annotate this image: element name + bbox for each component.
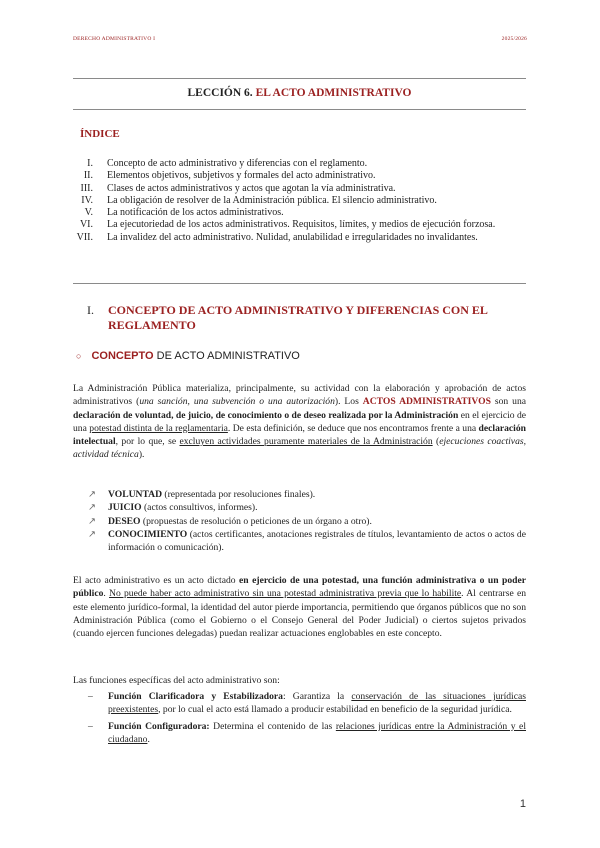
list-item-term: Función Configuradora: xyxy=(108,720,210,732)
text-run: ). Los xyxy=(334,396,363,408)
list-item-term: CONOCIMIENTO xyxy=(108,528,188,540)
text-run: . xyxy=(103,588,110,600)
text-run-underlined: No puede haber acto administrativo sin una potestad administrativa previa que lo habilite xyxy=(109,588,462,600)
arrow-bullet-icon: ↗ xyxy=(88,502,97,514)
list-item xyxy=(88,720,526,747)
arrow-bullet-icon: ↗ xyxy=(88,489,97,500)
list-item xyxy=(88,501,526,514)
list-item-text xyxy=(108,720,526,747)
paragraph-potestad xyxy=(73,574,526,640)
index-item-number: VI. xyxy=(79,219,93,231)
subsection-rest: DE ACTO ADMINISTRATIVO xyxy=(153,350,300,362)
text-run-italic: una sanción, una subvención o una autorización xyxy=(139,396,335,408)
list-item xyxy=(88,515,526,528)
index-bottom-rule xyxy=(73,283,526,284)
text-run: El acto administrativo es un acto dictado xyxy=(73,575,240,586)
dash-bullet-icon: – xyxy=(88,691,93,702)
text-run: La Administración Pública materializa, principalmente, su actividad con la elaboración y aprobación de actos administrativos ( xyxy=(73,383,526,408)
list-item xyxy=(88,488,526,501)
text-run-bold: declaración de voluntad, de juicio, de conocimiento o de deseo realizada por la Administración xyxy=(73,409,459,421)
index-item-text: La obligación de resolver de la Administración pública. El silencio administrativo. xyxy=(107,194,437,206)
index-item xyxy=(73,158,533,170)
section-number: I. xyxy=(87,303,94,317)
index-item-text: La ejecutoriedad de los actos administrativos. Requisitos, límites, y medios de ejecución forzosa. xyxy=(107,219,496,231)
list-item-term: Función Clarificadora y Estabilizadora xyxy=(108,691,283,702)
text-run: . Al centrarse en este elemento jurídico-formal, la identidad del autor pierde importancia, permitiendo que órganos públicos que no son Administración Pública (como el Gobierno o el Consejo General del Poder Judicial) o ciertos sujetos privados (cuando ejercen funciones delegadas) puedan realizar actuaciones englobables en este concepto. xyxy=(73,588,526,640)
index-item-number: VII. xyxy=(76,231,93,243)
text-run-underlined: conservación de las situaciones jurídicas preexistentes xyxy=(108,691,526,716)
index-item-text: Clases de actos administrativos y actos que agotan la vía administrativa. xyxy=(107,182,396,194)
circle-bullet-icon: ○ xyxy=(76,351,82,361)
paragraph-functions-intro: Las funciones específicas del acto administrativo son: xyxy=(73,675,280,686)
subsection-highlight: CONCEPTO xyxy=(91,350,154,362)
text-run-highlight: ACTOS ADMINISTRATIVOS xyxy=(362,396,491,408)
index-item xyxy=(73,183,533,195)
text-run: , por lo cual el acto está llamado a producir estabilidad en beneficio de la seguridad jurídica. xyxy=(158,704,512,716)
text-run: : Garantiza la xyxy=(282,691,352,702)
list-item-term: VOLUNTAD xyxy=(108,489,162,500)
list-item xyxy=(88,528,526,555)
text-run: en el ejercicio de una xyxy=(73,409,526,434)
text-run-bold: en ejercicio de una potestad, una función administrativa o un poder público xyxy=(73,575,526,600)
text-run-underlined: excluyen actividades puramente materiales de la Administración xyxy=(179,436,433,448)
title-top-rule xyxy=(73,78,526,79)
index-list xyxy=(73,158,533,244)
title-main: EL ACTO ADMINISTRATIVO xyxy=(255,87,412,99)
text-run: Determina el contenido de las xyxy=(209,720,336,732)
section-heading xyxy=(73,303,528,333)
index-heading: ÍNDICE xyxy=(80,128,120,140)
index-item xyxy=(73,232,533,244)
title-bottom-rule xyxy=(73,109,526,110)
functions-list xyxy=(88,690,526,749)
index-item-text: Elementos objetivos, subjetivos y formales del acto administrativo. xyxy=(107,170,376,182)
subsection-heading xyxy=(76,350,300,362)
list-item-text xyxy=(108,488,526,501)
index-item-text: Concepto de acto administrativo y diferencias con el reglamento. xyxy=(107,158,368,169)
list-item xyxy=(88,690,526,717)
list-item-text xyxy=(108,690,526,717)
list-item-text xyxy=(108,515,526,528)
paragraph-definition xyxy=(73,382,526,462)
text-run: . xyxy=(147,733,150,745)
index-item xyxy=(73,170,533,182)
title-prefix: LECCIÓN 6. xyxy=(187,87,256,99)
dash-bullet-icon: – xyxy=(88,720,93,732)
index-item-number: V. xyxy=(84,207,93,219)
declaration-types-list xyxy=(88,488,526,554)
arrow-bullet-icon: ↗ xyxy=(88,528,97,540)
text-run-underlined: relaciones jurídicas entre la Administración y el ciudadano xyxy=(108,720,526,745)
text-run: , por lo que, se xyxy=(115,436,180,448)
index-item-text: La invalidez del acto administrativo. Nulidad, anulabilidad e irregularidades no invalidantes. xyxy=(107,231,478,243)
text-run: . De esta definición, se deduce que nos encontramos frente a una xyxy=(227,422,479,434)
text-run-italic: ejecuciones coactivas, actividad técnica xyxy=(73,436,526,461)
list-item-description: (actos certificantes, anotaciones registrales de títulos, levantamiento de actos o actos de información o comunicación). xyxy=(108,528,526,554)
index-item-number: IV. xyxy=(81,194,93,206)
list-item-description: (propuestas de resolución o peticiones de un órgano a otro). xyxy=(140,515,372,527)
list-item-term: DESEO xyxy=(108,515,141,527)
index-item-text: La notificación de los actos administrativos. xyxy=(107,207,284,219)
header-academic-year: 2025/2026 xyxy=(501,36,527,42)
header-course-title: DERECHO ADMINISTRATIVO I xyxy=(73,36,156,42)
index-item xyxy=(73,195,533,207)
section-title: CONCEPTO DE ACTO ADMINISTRATIVO Y DIFERENCIAS CON EL REGLAMENTO xyxy=(108,303,488,332)
arrow-bullet-icon: ↗ xyxy=(88,515,97,527)
list-item-text xyxy=(108,501,526,514)
index-item xyxy=(73,207,533,219)
index-item-number: I. xyxy=(87,158,93,169)
index-item-number: II. xyxy=(83,170,93,182)
text-run-underlined: potestad distinta de la reglamentaria xyxy=(89,422,228,434)
text-run: son una xyxy=(490,396,527,408)
index-item-number: III. xyxy=(80,182,93,194)
text-run-bold: declaración intelectual xyxy=(73,422,526,448)
text-run: ). xyxy=(138,449,145,461)
list-item-term: JUICIO xyxy=(108,502,142,514)
page-number: 1 xyxy=(519,798,526,810)
index-item xyxy=(73,219,533,231)
text-run: ( xyxy=(432,436,440,448)
list-item-text xyxy=(108,528,526,555)
list-item-description: (representada por resoluciones finales). xyxy=(162,489,316,500)
page-title xyxy=(73,87,526,99)
list-item-description: (actos consultivos, informes). xyxy=(141,502,258,514)
